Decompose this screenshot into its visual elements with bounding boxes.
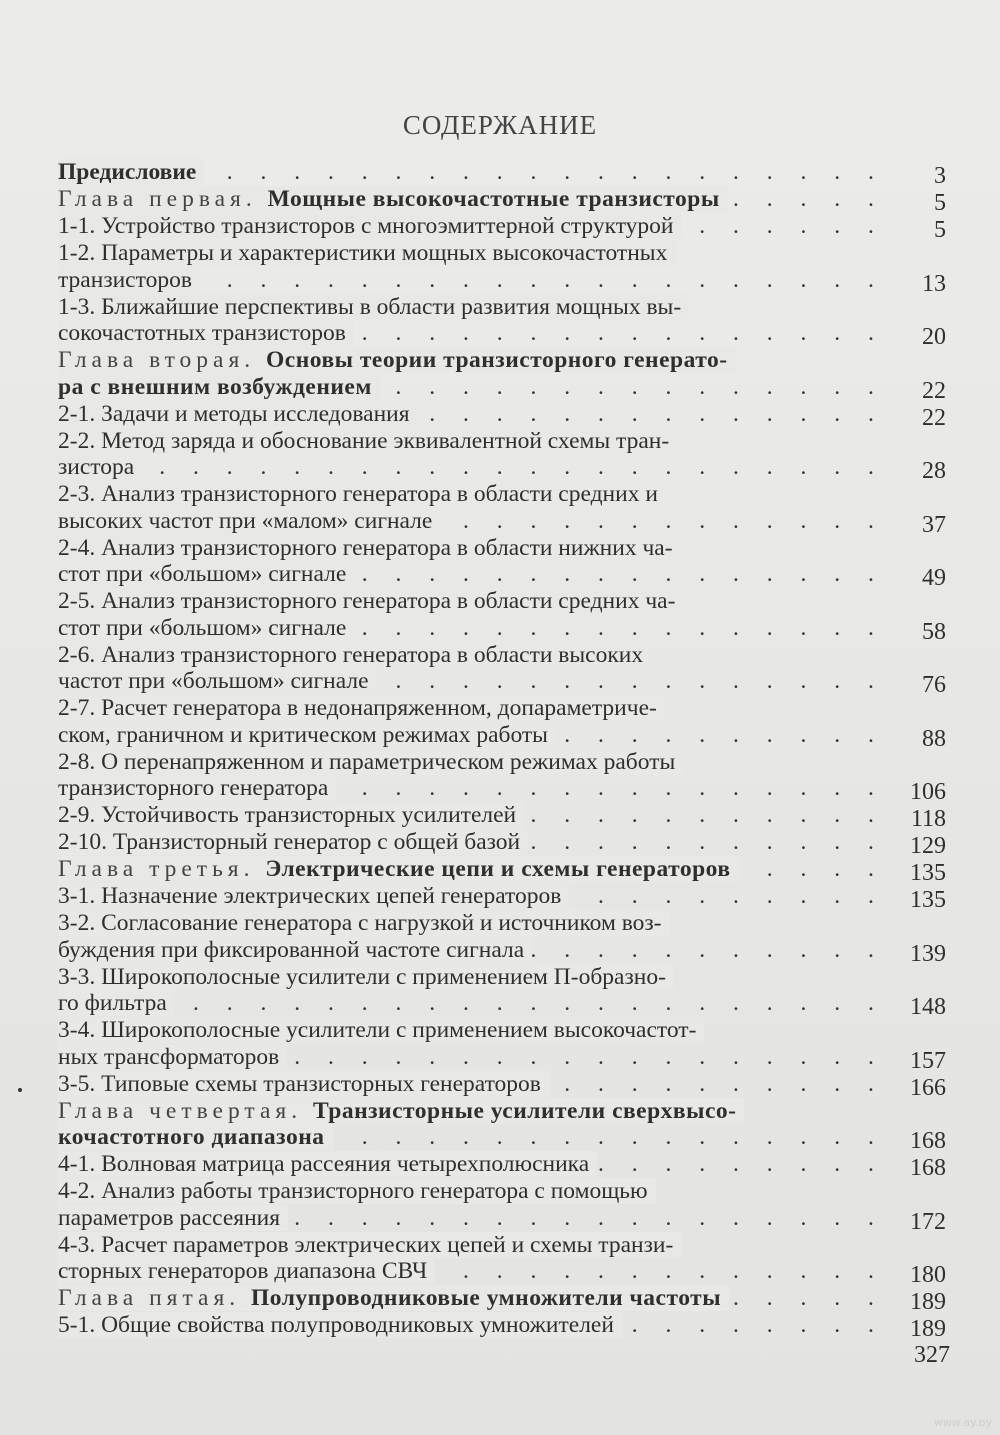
entry-text: 4-1. Волновая матрица рассеяния четырехполюсника bbox=[58, 1151, 590, 1177]
entry-text: стот при «большом» сигнале bbox=[58, 614, 347, 641]
entry-text-wrap bbox=[58, 856, 739, 882]
toc-section-entry bbox=[58, 213, 876, 240]
toc-line bbox=[58, 937, 876, 964]
toc-line bbox=[58, 186, 876, 213]
entry-text: 2-2. Метод заряда и обоснование эквивалентной схемы тран- bbox=[58, 427, 670, 454]
entry-text: ных трансформаторов bbox=[58, 1043, 280, 1070]
toc-page-number: 58 bbox=[922, 618, 946, 645]
toc-line bbox=[58, 910, 876, 937]
toc-page-number: 76 bbox=[922, 672, 946, 698]
entry-text-wrap bbox=[58, 829, 528, 855]
toc-page-number: 129 bbox=[910, 833, 946, 859]
entry-text-wrap bbox=[58, 1312, 622, 1338]
toc-line bbox=[58, 508, 876, 535]
toc-line bbox=[58, 990, 876, 1017]
toc-line bbox=[58, 454, 876, 481]
toc-page-number: 168 bbox=[910, 1128, 946, 1154]
entry-text: 2-9. Устойчивость транзисторных усилителей bbox=[58, 802, 517, 828]
chapter-title: Основы теории транзисторного генерато- bbox=[266, 347, 728, 373]
entry-text-wrap bbox=[58, 990, 175, 1016]
entry-text-wrap bbox=[58, 508, 440, 534]
toc-section-entry bbox=[58, 428, 876, 481]
entry-text-wrap bbox=[58, 213, 682, 239]
entry-text-wrap bbox=[58, 294, 689, 320]
toc-page-number: 118 bbox=[910, 806, 946, 832]
toc-line bbox=[58, 1258, 876, 1285]
toc-line bbox=[58, 561, 876, 588]
entry-text: Предисловие bbox=[58, 159, 197, 185]
toc-line bbox=[58, 1044, 876, 1071]
entry-text-wrap bbox=[58, 267, 200, 293]
watermark: www.ay.by bbox=[933, 1416, 992, 1429]
entry-text: ском, граничном и критическом режимах работы bbox=[58, 721, 548, 748]
entry-text-wrap bbox=[58, 454, 142, 480]
entry-text-wrap bbox=[58, 883, 569, 909]
toc-line bbox=[58, 1312, 876, 1339]
toc-line bbox=[58, 829, 876, 856]
entry-text: частот при «большом» сигнале bbox=[58, 668, 369, 694]
entry-text: 1-3. Ближайшие перспективы в области развития мощных вы- bbox=[58, 293, 682, 320]
chapter-title: Транзисторные усилители сверхвысо- bbox=[312, 1097, 737, 1124]
entry-text: 5-1. Общие свойства полупроводниковых умножителей bbox=[58, 1312, 614, 1338]
entry-text-wrap bbox=[58, 240, 675, 266]
entry-text: 3-3. Широкополосные усилители с применением П-образно- bbox=[58, 963, 666, 990]
entry-text-wrap bbox=[58, 428, 677, 454]
toc-section-entry bbox=[58, 642, 876, 695]
toc-line bbox=[58, 1071, 876, 1098]
entry-text-wrap bbox=[58, 1232, 681, 1258]
toc-chapter-entry bbox=[58, 856, 876, 883]
toc-line bbox=[58, 668, 876, 695]
toc-line bbox=[58, 588, 876, 615]
entry-text-wrap bbox=[58, 937, 532, 963]
toc-section-entry bbox=[58, 481, 876, 534]
toc-page-number: 5 bbox=[934, 190, 946, 216]
toc-page-number: 172 bbox=[910, 1208, 946, 1235]
toc-page-number: 135 bbox=[910, 860, 946, 886]
toc-line bbox=[58, 213, 876, 240]
toc-page-number: 189 bbox=[910, 1289, 946, 1315]
toc-line bbox=[58, 695, 876, 722]
entry-text-wrap bbox=[58, 1071, 549, 1097]
entry-text-wrap bbox=[58, 668, 377, 694]
toc-line bbox=[58, 964, 876, 991]
entry-text-wrap bbox=[58, 401, 418, 427]
toc-section-entry bbox=[58, 294, 876, 347]
entry-text-wrap bbox=[58, 1178, 656, 1204]
entry-text: 2-3. Анализ транзисторного генератора в области средних и bbox=[58, 481, 658, 507]
entry-text-wrap bbox=[58, 481, 666, 507]
toc-line bbox=[58, 267, 876, 294]
chapter-label: Глава вторая. bbox=[58, 347, 267, 373]
toc-line bbox=[58, 1178, 876, 1205]
entry-text-wrap bbox=[58, 1205, 288, 1231]
chapter-label: Глава пятая. bbox=[58, 1285, 251, 1311]
entry-text-wrap bbox=[58, 1151, 597, 1177]
entry-text-wrap bbox=[58, 186, 728, 212]
entry-text-wrap bbox=[58, 1044, 287, 1070]
toc-section-entry bbox=[58, 1071, 876, 1098]
toc-line bbox=[58, 535, 876, 562]
entry-text: транзисторов bbox=[58, 266, 192, 293]
entry-text-wrap bbox=[58, 910, 670, 936]
entry-text: сокочастотных транзисторов bbox=[58, 320, 346, 346]
entry-text-wrap bbox=[58, 1124, 333, 1150]
toc-section-entry bbox=[58, 802, 876, 829]
toc-line bbox=[58, 883, 876, 910]
toc-preface-entry bbox=[58, 159, 876, 186]
entry-text: 1-2. Параметры и характеристики мощных высокочастотных bbox=[58, 240, 668, 266]
toc-page-number: 37 bbox=[922, 511, 946, 538]
chapter-title: ра с внешним возбуждением bbox=[58, 373, 372, 400]
entry-text: 3-4. Широкополосные усилители с применением высокочастот- bbox=[58, 1017, 697, 1043]
toc-page-number: 180 bbox=[910, 1262, 946, 1288]
toc-section-entry bbox=[58, 1151, 876, 1178]
toc-line bbox=[58, 1285, 876, 1312]
toc-line bbox=[58, 320, 876, 347]
toc-line bbox=[58, 615, 876, 642]
toc-section-entry bbox=[58, 1312, 876, 1339]
toc-section-entry bbox=[58, 964, 876, 1017]
toc-line bbox=[58, 159, 876, 186]
toc-page-number: 20 bbox=[922, 324, 946, 350]
toc-page-number: 148 bbox=[910, 994, 946, 1020]
toc-page-number: 5 bbox=[934, 217, 946, 243]
toc-line bbox=[58, 374, 876, 401]
entry-text-wrap bbox=[58, 615, 354, 641]
toc-section-entry bbox=[58, 1017, 876, 1070]
entry-text-wrap bbox=[58, 374, 380, 400]
toc-section-entry bbox=[58, 1232, 876, 1285]
toc-page-number: 22 bbox=[922, 404, 946, 431]
toc-page-number: 139 bbox=[910, 940, 946, 967]
toc-chapter-entry bbox=[58, 347, 876, 400]
toc-section-entry bbox=[58, 749, 876, 802]
toc-page-number: 135 bbox=[910, 887, 946, 913]
entry-text: го фильтра bbox=[58, 990, 167, 1016]
toc-page-number: 106 bbox=[910, 779, 946, 805]
entry-text-wrap bbox=[58, 561, 354, 587]
toc-page-number: 157 bbox=[910, 1047, 946, 1074]
toc-section-entry bbox=[58, 829, 876, 856]
toc-chapter-entry bbox=[58, 1098, 876, 1151]
entry-text: 1-1. Устройство транзисторов с многоэмиттерной структурой bbox=[58, 213, 674, 239]
entry-text-wrap bbox=[58, 964, 674, 990]
toc-page-number: 166 bbox=[910, 1074, 946, 1101]
entry-text: транзисторного генератора bbox=[58, 775, 329, 801]
toc-line bbox=[58, 722, 876, 749]
toc-line bbox=[58, 1151, 876, 1178]
chapter-title: кочастотного диапазона bbox=[58, 1124, 325, 1150]
toc-page-number: 28 bbox=[922, 458, 946, 484]
toc-line bbox=[58, 856, 876, 883]
toc-page-number: 22 bbox=[922, 377, 946, 404]
chapter-title: Электрические цепи и схемы генераторов bbox=[265, 856, 731, 882]
toc-page-number: 13 bbox=[922, 270, 946, 297]
entry-text: буждения при фиксированной частоте сигнала bbox=[58, 936, 525, 963]
toc-line bbox=[58, 1124, 876, 1151]
toc-line bbox=[58, 1017, 876, 1044]
toc-line bbox=[58, 642, 876, 669]
entry-text: 2-6. Анализ транзисторного генератора в области высоких bbox=[58, 641, 644, 668]
chapter-label: Глава третья. bbox=[58, 856, 266, 882]
entry-text-wrap bbox=[58, 159, 204, 185]
toc-page-number: 49 bbox=[922, 565, 946, 591]
entry-text-wrap bbox=[58, 1017, 704, 1043]
entry-text-wrap bbox=[58, 535, 681, 561]
entry-text: 2-1. Задачи и методы исследования bbox=[58, 400, 410, 427]
toc-page-number: 88 bbox=[922, 725, 946, 752]
toc-section-entry bbox=[58, 1178, 876, 1231]
entry-text: высоких частот при «малом» сигнале bbox=[58, 507, 433, 534]
toc-section-entry bbox=[58, 695, 876, 748]
entry-text: 4-2. Анализ работы транзисторного генератора с помощью bbox=[58, 1178, 648, 1204]
entry-text: 2-7. Расчет генератора в недонапряженном, допараметриче- bbox=[58, 695, 657, 721]
page-number: 327 bbox=[914, 1342, 950, 1368]
toc-line bbox=[58, 1232, 876, 1259]
entry-text: 3-2. Согласование генератора с нагрузкой и источником воз- bbox=[58, 910, 662, 936]
entry-text: параметров рассеяния bbox=[58, 1204, 281, 1231]
entry-text: стот при «большом» сигнале bbox=[58, 561, 347, 587]
entry-text-wrap bbox=[58, 588, 683, 614]
entry-text: 2-4. Анализ транзисторного генератора в области нижних ча- bbox=[58, 534, 673, 561]
entry-text: 3-5. Типовые схемы транзисторных генераторов bbox=[58, 1070, 541, 1097]
entry-text-wrap bbox=[58, 695, 665, 721]
toc-section-entry bbox=[58, 401, 876, 428]
chapter-title: Полупроводниковые умножители частоты bbox=[251, 1285, 722, 1311]
entry-text: 2-5. Анализ транзисторного генератора в области средних ча- bbox=[58, 588, 676, 614]
chapter-title: Мощные высокочастотные транзисторы bbox=[267, 186, 720, 212]
entry-text-wrap bbox=[58, 802, 524, 828]
entry-text-wrap bbox=[58, 320, 354, 346]
toc-line bbox=[58, 481, 876, 508]
toc-line bbox=[58, 749, 876, 776]
toc-section-entry bbox=[58, 240, 876, 293]
toc-line bbox=[58, 401, 876, 428]
toc-chapter-entry bbox=[58, 1285, 876, 1312]
entry-text: 2-8. О перенапряженном и параметрическом режимах работы bbox=[58, 748, 676, 775]
chapter-label: Глава четвертая. bbox=[58, 1097, 313, 1124]
toc-section-entry bbox=[58, 535, 876, 588]
toc-line bbox=[58, 347, 876, 374]
toc-chapter-entry bbox=[58, 186, 876, 213]
entry-text: зистора bbox=[58, 454, 135, 480]
entry-text: 3-1. Назначение электрических цепей генераторов bbox=[58, 883, 562, 909]
toc-section-entry bbox=[58, 588, 876, 641]
toc-line bbox=[58, 1205, 876, 1232]
toc-page-number: 168 bbox=[910, 1155, 946, 1181]
toc-line bbox=[58, 428, 876, 455]
entry-text-wrap bbox=[58, 1098, 744, 1124]
toc-page-number: 3 bbox=[934, 163, 946, 189]
toc-line bbox=[58, 1098, 876, 1125]
entry-text: 2-10. Транзисторный генератор с общей базой bbox=[58, 829, 521, 855]
entry-text: 4-3. Расчет параметров электрических цепей и схемы транзи- bbox=[58, 1231, 674, 1258]
print-speck bbox=[18, 1088, 22, 1092]
entry-text-wrap bbox=[58, 642, 651, 668]
entry-text-wrap bbox=[58, 749, 683, 775]
entry-text: сторных генераторов диапазона СВЧ bbox=[58, 1258, 428, 1284]
toc-section-entry bbox=[58, 910, 876, 963]
entry-text-wrap bbox=[58, 347, 736, 373]
toc-line bbox=[58, 240, 876, 267]
toc-section-entry bbox=[58, 883, 876, 910]
toc-page-number: 189 bbox=[910, 1316, 946, 1342]
entry-text-wrap bbox=[58, 722, 556, 748]
toc-line bbox=[58, 294, 876, 321]
toc-line bbox=[58, 775, 876, 802]
chapter-label: Глава первая. bbox=[58, 186, 268, 212]
toc-line bbox=[58, 802, 876, 829]
page-title: СОДЕРЖАНИЕ bbox=[402, 110, 598, 140]
entry-text-wrap bbox=[58, 1285, 729, 1311]
entry-text-wrap bbox=[58, 775, 336, 801]
entry-text-wrap bbox=[58, 1258, 435, 1284]
